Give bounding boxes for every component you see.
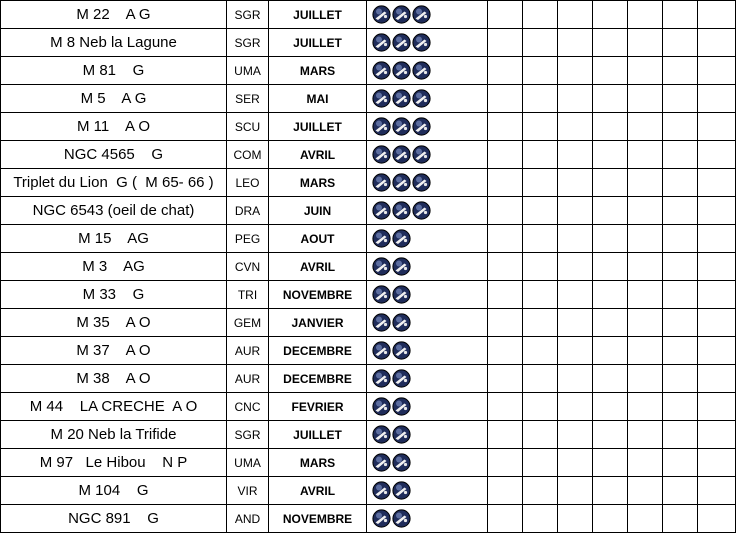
empty-cell[interactable] [523, 477, 558, 505]
empty-cell[interactable] [628, 253, 663, 281]
constellation-cell: DRA [227, 197, 269, 225]
table-row [1, 57, 736, 85]
empty-cell[interactable] [593, 365, 628, 393]
constellation-cell: GEM [227, 309, 269, 337]
telescope-planet-icon [372, 61, 391, 80]
month-cell: MARS [269, 57, 367, 85]
empty-cell[interactable] [593, 85, 628, 113]
telescope-planet-icon [372, 89, 391, 108]
empty-cell[interactable] [628, 1, 663, 29]
empty-cell[interactable] [663, 449, 698, 477]
telescope-planet-icon [392, 145, 411, 164]
table-row [1, 393, 736, 421]
table-row [1, 29, 736, 57]
empty-cell[interactable] [628, 449, 663, 477]
object-name-cell: M 44 LA CRECHE A O [1, 393, 227, 421]
empty-cell[interactable] [593, 57, 628, 85]
telescope-planet-icon [392, 341, 411, 360]
constellation-cell: SGR [227, 421, 269, 449]
month-cell: MAI [269, 85, 367, 113]
telescope-planet-icon [412, 61, 431, 80]
empty-cell[interactable] [628, 197, 663, 225]
table-row [1, 1, 736, 29]
constellation-cell: UMA [227, 449, 269, 477]
month-cell: JUILLET [269, 113, 367, 141]
empty-cell[interactable] [593, 309, 628, 337]
empty-cell[interactable] [698, 197, 736, 225]
telescope-planet-icon [372, 145, 391, 164]
empty-cell[interactable] [488, 225, 523, 253]
rating-cell [367, 393, 488, 421]
constellation-cell: AUR [227, 365, 269, 393]
empty-cell[interactable] [488, 85, 523, 113]
empty-cell[interactable] [558, 57, 593, 85]
rating-cell [367, 29, 488, 57]
telescope-planet-icon [412, 145, 431, 164]
empty-cell[interactable] [628, 225, 663, 253]
table-row [1, 253, 736, 281]
empty-cell[interactable] [593, 253, 628, 281]
constellation-cell: LEO [227, 169, 269, 197]
object-name-cell: M 37 A O [1, 337, 227, 365]
empty-cell[interactable] [558, 309, 593, 337]
empty-cell[interactable] [523, 141, 558, 169]
empty-cell[interactable] [558, 29, 593, 57]
month-cell: FEVRIER [269, 393, 367, 421]
telescope-planet-icon [392, 89, 411, 108]
empty-cell[interactable] [593, 477, 628, 505]
empty-cell[interactable] [698, 57, 736, 85]
empty-cell[interactable] [488, 281, 523, 309]
telescope-planet-icon [372, 229, 391, 248]
empty-cell[interactable] [663, 197, 698, 225]
object-name-cell: M 104 G [1, 477, 227, 505]
empty-cell[interactable] [523, 113, 558, 141]
empty-cell[interactable] [523, 225, 558, 253]
object-name-cell: M 3 AG [1, 253, 227, 281]
empty-cell[interactable] [488, 57, 523, 85]
month-cell: AVRIL [269, 253, 367, 281]
telescope-planet-icon [412, 173, 431, 192]
rating-cell [367, 1, 488, 29]
table-row [1, 225, 736, 253]
telescope-planet-icon [392, 509, 411, 528]
telescope-planet-icon [372, 33, 391, 52]
empty-cell[interactable] [663, 57, 698, 85]
empty-cell[interactable] [698, 85, 736, 113]
empty-cell[interactable] [523, 337, 558, 365]
object-name-cell: M 81 G [1, 57, 227, 85]
empty-cell[interactable] [663, 477, 698, 505]
telescope-planet-icon [392, 5, 411, 24]
object-name-cell: M 15 AG [1, 225, 227, 253]
object-name-cell: M 5 A G [1, 85, 227, 113]
rating-cell [367, 253, 488, 281]
empty-cell[interactable] [628, 113, 663, 141]
empty-cell[interactable] [558, 113, 593, 141]
constellation-cell: TRI [227, 281, 269, 309]
empty-cell[interactable] [488, 141, 523, 169]
rating-cell [367, 365, 488, 393]
object-name-cell: M 8 Neb la Lagune [1, 29, 227, 57]
constellation-cell: AUR [227, 337, 269, 365]
telescope-planet-icon [392, 117, 411, 136]
empty-cell[interactable] [488, 113, 523, 141]
empty-cell[interactable] [698, 505, 736, 533]
table-body [1, 1, 736, 533]
empty-cell[interactable] [628, 421, 663, 449]
empty-cell[interactable] [628, 141, 663, 169]
empty-cell[interactable] [523, 253, 558, 281]
empty-cell[interactable] [698, 113, 736, 141]
empty-cell[interactable] [593, 337, 628, 365]
empty-cell[interactable] [628, 57, 663, 85]
empty-cell[interactable] [628, 169, 663, 197]
empty-cell[interactable] [663, 337, 698, 365]
month-cell: AVRIL [269, 141, 367, 169]
telescope-planet-icon [412, 201, 431, 220]
empty-cell[interactable] [593, 1, 628, 29]
empty-cell[interactable] [628, 85, 663, 113]
month-cell: MARS [269, 449, 367, 477]
telescope-planet-icon [392, 229, 411, 248]
empty-cell[interactable] [698, 29, 736, 57]
empty-cell[interactable] [628, 337, 663, 365]
rating-cell [367, 309, 488, 337]
empty-cell[interactable] [558, 1, 593, 29]
object-name-cell: NGC 4565 G [1, 141, 227, 169]
object-name-cell: M 22 A G [1, 1, 227, 29]
month-cell: DECEMBRE [269, 337, 367, 365]
telescope-planet-icon [392, 481, 411, 500]
rating-cell [367, 505, 488, 533]
object-name-cell: M 20 Neb la Trifide [1, 421, 227, 449]
telescope-planet-icon [372, 369, 391, 388]
telescope-planet-icon [392, 61, 411, 80]
empty-cell[interactable] [523, 57, 558, 85]
empty-cell[interactable] [593, 113, 628, 141]
rating-cell [367, 421, 488, 449]
empty-cell[interactable] [558, 253, 593, 281]
empty-cell[interactable] [698, 141, 736, 169]
table-row [1, 337, 736, 365]
telescope-planet-icon [372, 117, 391, 136]
empty-cell[interactable] [628, 309, 663, 337]
empty-cell[interactable] [593, 141, 628, 169]
empty-cell[interactable] [558, 141, 593, 169]
table-row [1, 281, 736, 309]
empty-cell[interactable] [523, 421, 558, 449]
rating-cell [367, 141, 488, 169]
constellation-cell: SGR [227, 1, 269, 29]
object-name-cell: M 38 A O [1, 365, 227, 393]
month-cell: JUILLET [269, 1, 367, 29]
empty-cell[interactable] [523, 505, 558, 533]
table-row [1, 449, 736, 477]
empty-cell[interactable] [663, 113, 698, 141]
empty-cell[interactable] [488, 365, 523, 393]
empty-cell[interactable] [628, 281, 663, 309]
empty-cell[interactable] [558, 85, 593, 113]
constellation-cell: AND [227, 505, 269, 533]
telescope-planet-icon [372, 5, 391, 24]
empty-cell[interactable] [698, 449, 736, 477]
rating-cell [367, 281, 488, 309]
month-cell: AOUT [269, 225, 367, 253]
empty-cell[interactable] [698, 225, 736, 253]
empty-cell[interactable] [523, 169, 558, 197]
telescope-planet-icon [412, 117, 431, 136]
constellation-cell: CVN [227, 253, 269, 281]
constellation-cell: PEG [227, 225, 269, 253]
empty-cell[interactable] [593, 281, 628, 309]
empty-cell[interactable] [593, 225, 628, 253]
empty-cell[interactable] [488, 337, 523, 365]
constellation-cell: UMA [227, 57, 269, 85]
object-name-cell: Triplet du Lion G ( M 65- 66 ) [1, 169, 227, 197]
empty-cell[interactable] [488, 169, 523, 197]
constellation-cell: SGR [227, 29, 269, 57]
empty-cell[interactable] [628, 365, 663, 393]
empty-cell[interactable] [698, 421, 736, 449]
rating-cell [367, 57, 488, 85]
telescope-planet-icon [392, 285, 411, 304]
table-row [1, 141, 736, 169]
empty-cell[interactable] [663, 1, 698, 29]
table-row [1, 477, 736, 505]
telescope-planet-icon [392, 425, 411, 444]
empty-cell[interactable] [488, 1, 523, 29]
empty-cell[interactable] [488, 505, 523, 533]
empty-cell[interactable] [523, 309, 558, 337]
empty-cell[interactable] [593, 197, 628, 225]
telescope-planet-icon [392, 369, 411, 388]
object-name-cell: M 11 A O [1, 113, 227, 141]
empty-cell[interactable] [698, 1, 736, 29]
empty-cell[interactable] [663, 253, 698, 281]
empty-cell[interactable] [663, 225, 698, 253]
empty-cell[interactable] [698, 309, 736, 337]
object-name-cell: M 33 G [1, 281, 227, 309]
empty-cell[interactable] [663, 29, 698, 57]
rating-cell [367, 337, 488, 365]
object-name-cell: M 97 Le Hibou N P [1, 449, 227, 477]
rating-cell [367, 225, 488, 253]
empty-cell[interactable] [523, 449, 558, 477]
empty-cell[interactable] [488, 197, 523, 225]
month-cell: DECEMBRE [269, 365, 367, 393]
month-cell: JUILLET [269, 29, 367, 57]
empty-cell[interactable] [523, 365, 558, 393]
empty-cell[interactable] [698, 365, 736, 393]
empty-cell[interactable] [698, 337, 736, 365]
table-row [1, 113, 736, 141]
object-name-cell: NGC 891 G [1, 505, 227, 533]
empty-cell[interactable] [628, 29, 663, 57]
month-cell: JUILLET [269, 421, 367, 449]
table-row [1, 421, 736, 449]
empty-cell[interactable] [558, 393, 593, 421]
empty-cell[interactable] [593, 393, 628, 421]
rating-cell [367, 169, 488, 197]
empty-cell[interactable] [593, 449, 628, 477]
empty-cell[interactable] [593, 421, 628, 449]
rating-cell [367, 85, 488, 113]
empty-cell[interactable] [558, 337, 593, 365]
empty-cell[interactable] [523, 1, 558, 29]
empty-cell[interactable] [663, 169, 698, 197]
month-cell: JANVIER [269, 309, 367, 337]
empty-cell[interactable] [593, 505, 628, 533]
empty-cell[interactable] [523, 393, 558, 421]
object-name-cell: NGC 6543 (oeil de chat) [1, 197, 227, 225]
empty-cell[interactable] [628, 477, 663, 505]
empty-cell[interactable] [698, 393, 736, 421]
empty-cell[interactable] [663, 85, 698, 113]
empty-cell[interactable] [488, 253, 523, 281]
telescope-planet-icon [392, 33, 411, 52]
empty-cell[interactable] [488, 393, 523, 421]
table-row [1, 85, 736, 113]
empty-cell[interactable] [558, 477, 593, 505]
telescope-planet-icon [372, 257, 391, 276]
empty-cell[interactable] [558, 365, 593, 393]
telescope-planet-icon [372, 425, 391, 444]
telescope-planet-icon [372, 481, 391, 500]
month-cell: MARS [269, 169, 367, 197]
telescope-planet-icon [372, 453, 391, 472]
object-name-cell: M 35 A O [1, 309, 227, 337]
empty-cell[interactable] [628, 393, 663, 421]
table-row [1, 169, 736, 197]
empty-cell[interactable] [698, 281, 736, 309]
telescope-planet-icon [392, 173, 411, 192]
empty-cell[interactable] [663, 309, 698, 337]
empty-cell[interactable] [663, 365, 698, 393]
empty-cell[interactable] [663, 141, 698, 169]
empty-cell[interactable] [523, 281, 558, 309]
telescope-planet-icon [412, 33, 431, 52]
empty-cell[interactable] [628, 505, 663, 533]
empty-cell[interactable] [663, 393, 698, 421]
month-cell: NOVEMBRE [269, 505, 367, 533]
empty-cell[interactable] [488, 309, 523, 337]
empty-cell[interactable] [698, 477, 736, 505]
telescope-planet-icon [392, 313, 411, 332]
empty-cell[interactable] [593, 29, 628, 57]
table-row [1, 505, 736, 533]
month-cell: NOVEMBRE [269, 281, 367, 309]
empty-cell[interactable] [558, 197, 593, 225]
empty-cell[interactable] [558, 449, 593, 477]
telescope-planet-icon [372, 173, 391, 192]
telescope-planet-icon [392, 257, 411, 276]
constellation-cell: CNC [227, 393, 269, 421]
telescope-planet-icon [372, 285, 391, 304]
month-cell: JUIN [269, 197, 367, 225]
empty-cell[interactable] [558, 225, 593, 253]
empty-cell[interactable] [558, 281, 593, 309]
empty-cell[interactable] [488, 449, 523, 477]
empty-cell[interactable] [523, 197, 558, 225]
constellation-cell: VIR [227, 477, 269, 505]
telescope-planet-icon [392, 201, 411, 220]
empty-cell[interactable] [523, 85, 558, 113]
rating-cell [367, 477, 488, 505]
empty-cell[interactable] [488, 477, 523, 505]
rating-cell [367, 197, 488, 225]
rating-cell [367, 449, 488, 477]
telescope-planet-icon [412, 5, 431, 24]
empty-cell[interactable] [663, 421, 698, 449]
constellation-cell: COM [227, 141, 269, 169]
telescope-planet-icon [412, 89, 431, 108]
rating-cell [367, 113, 488, 141]
telescope-planet-icon [372, 397, 391, 416]
empty-cell[interactable] [558, 505, 593, 533]
empty-cell[interactable] [593, 169, 628, 197]
table-row [1, 309, 736, 337]
empty-cell[interactable] [698, 253, 736, 281]
telescope-planet-icon [372, 313, 391, 332]
table-row [1, 365, 736, 393]
empty-cell[interactable] [663, 281, 698, 309]
empty-cell[interactable] [523, 29, 558, 57]
empty-cell[interactable] [558, 421, 593, 449]
telescope-planet-icon [392, 397, 411, 416]
constellation-cell: SCU [227, 113, 269, 141]
telescope-planet-icon [372, 509, 391, 528]
month-cell: AVRIL [269, 477, 367, 505]
telescope-planet-icon [372, 201, 391, 220]
empty-cell[interactable] [663, 505, 698, 533]
table-row [1, 197, 736, 225]
telescope-planet-icon [392, 453, 411, 472]
constellation-cell: SER [227, 85, 269, 113]
telescope-planet-icon [372, 341, 391, 360]
empty-cell[interactable] [558, 169, 593, 197]
empty-cell[interactable] [488, 29, 523, 57]
empty-cell[interactable] [698, 169, 736, 197]
empty-cell[interactable] [488, 421, 523, 449]
